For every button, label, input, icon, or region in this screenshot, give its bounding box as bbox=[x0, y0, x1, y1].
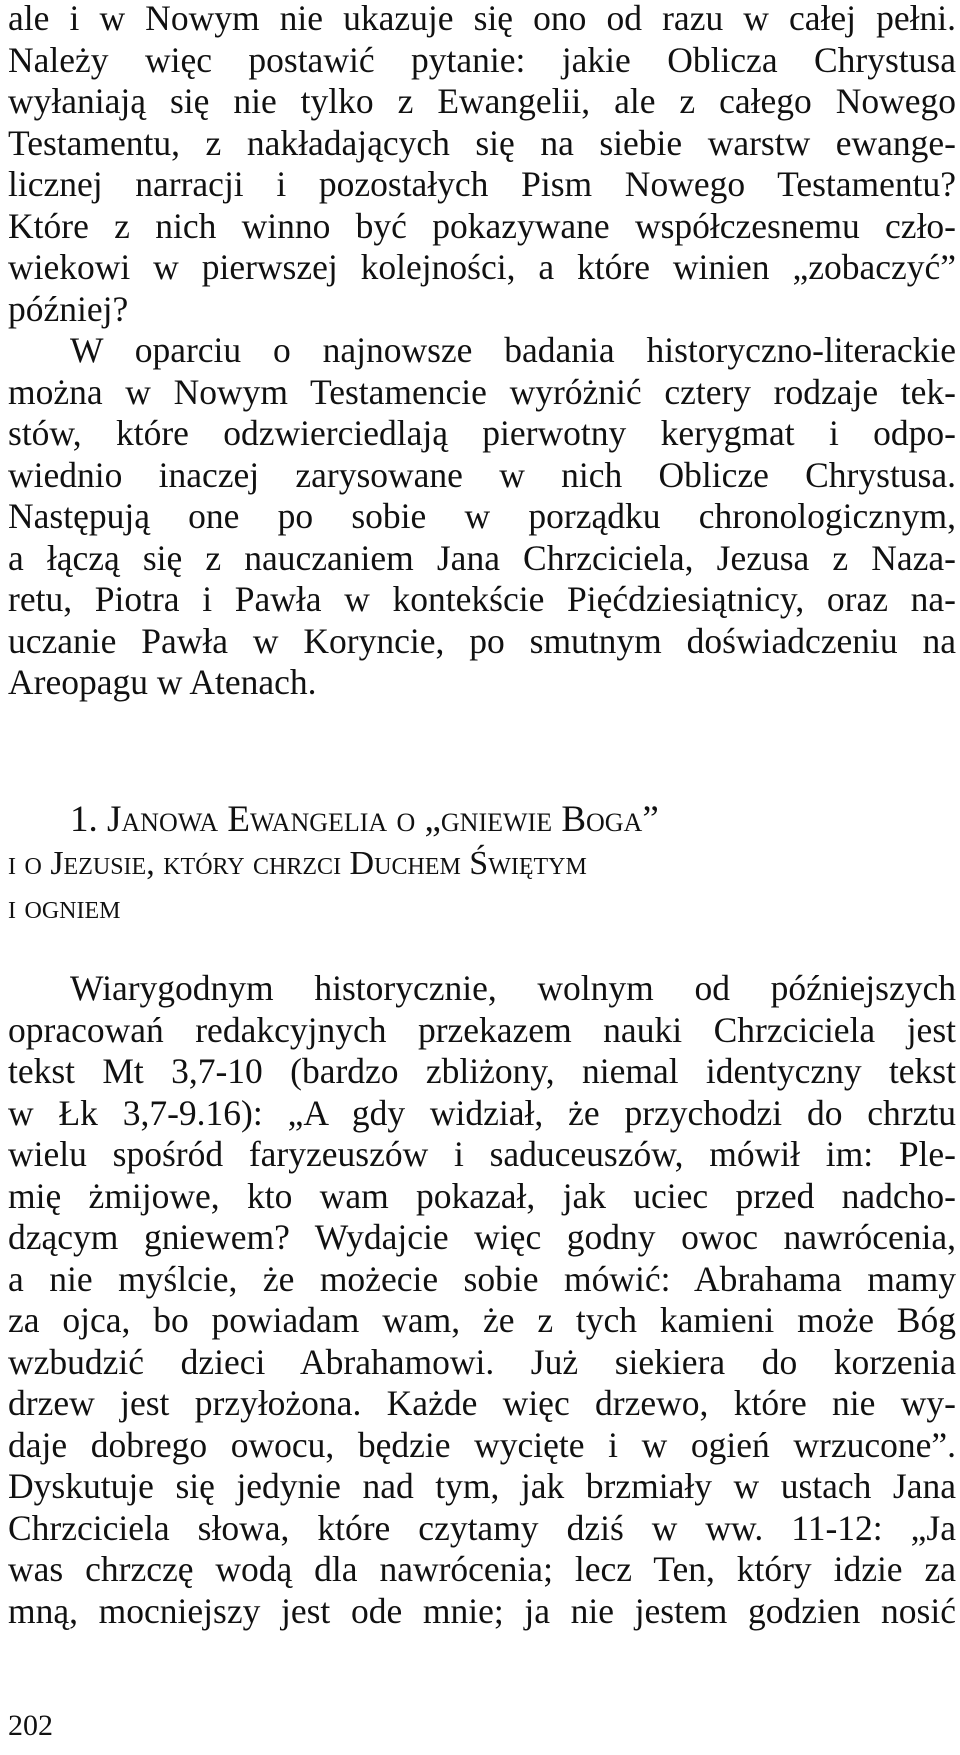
text-line: wiednio inaczej zarysowane w nich Oblicze Chrystusa. bbox=[8, 454, 956, 495]
text-line: Testamentu, z nakładających się na siebie warstw ewange- bbox=[8, 122, 956, 163]
text-line: licznej narracji i pozostałych Pism Nowego Testamentu? bbox=[8, 164, 956, 204]
text-line: w Łk 3,7-9.16): „A gdy widział, że przychodzi do chrztu bbox=[8, 1092, 956, 1133]
text-line: uczanie Pawła w Koryncie, po smutnym doświadczeniu na bbox=[8, 620, 956, 661]
text-line: a nie myślcie, że możecie sobie mówić: Abrahama mamy bbox=[8, 1258, 956, 1299]
heading-line: i o Jezusie, który chrzci Duchem Świętym bbox=[8, 845, 587, 882]
text-line: można w Nowym Testamencie wyróżnić cztery rodzaje tek- bbox=[8, 371, 956, 412]
text-line: was chrzczę wodą dla nawrócenia; lecz Ten, który idzie za bbox=[8, 1549, 956, 1589]
text-line: a łączą się z nauczaniem Jana Chrzciciela, Jezusa z Naza- bbox=[8, 537, 956, 578]
page-number: 202 bbox=[8, 1709, 53, 1742]
text-line: Chrzciciela słowa, które czytamy dziś w ww. 11-12: „Ja bbox=[8, 1507, 956, 1548]
text-line: wyłaniają się nie tylko z Ewangelii, ale z całego Nowego bbox=[8, 81, 956, 121]
heading-line: 1. Janowa Ewangelia o „gniewie Boga” bbox=[70, 799, 659, 840]
text-line: Które z nich winno być pokazywane współczesnemu czło- bbox=[8, 205, 956, 246]
text-line: wiekowi w pierwszej kolejności, a które winien „zobaczyć” bbox=[8, 247, 956, 287]
text-line: drzew jest przyłożona. Każde więc drzewo, które nie wy- bbox=[8, 1383, 956, 1423]
text-line: mię żmijowe, kto wam pokazał, jak uciec przed nadcho- bbox=[8, 1175, 956, 1216]
text-line: wielu spośród faryzeuszów i saduceuszów, mówił im: Ple- bbox=[8, 1134, 956, 1174]
text-line: daje dobrego owocu, będzie wycięte i w ogień wrzucone”. bbox=[8, 1424, 956, 1465]
text-block-top bbox=[8, 0, 956, 704]
text-line: retu, Piotra i Pawła w kontekście Pięćdziesiątnicy, oraz na- bbox=[8, 579, 956, 619]
text-line: tekst Mt 3,7-10 (bardzo zbliżony, niemal identyczny tekst bbox=[8, 1051, 956, 1091]
text-line: Wiarygodnym historycznie, wolnym od późniejszych bbox=[70, 968, 956, 1008]
text-line: Areopagu w Atenach. bbox=[8, 662, 317, 702]
text-line: dzącym gniewem? Wydajcie więc godny owoc nawrócenia, bbox=[8, 1217, 956, 1257]
text-line: mną, mocniejszy jest ode mnie; ja nie jestem godzien nosić bbox=[8, 1590, 956, 1631]
heading-line: i ogniem bbox=[8, 889, 121, 926]
text-line: opracowań redakcyjnych przekazem nauki Chrzciciela jest bbox=[8, 1009, 956, 1050]
text-line: wzbudzić dzieci Abrahamowi. Już siekiera do korzenia bbox=[8, 1341, 956, 1382]
text-block-bottom bbox=[8, 968, 956, 1632]
text-line: za ojca, bo powiadam wam, że z tych kamieni może Bóg bbox=[8, 1300, 956, 1340]
section-heading bbox=[8, 798, 956, 930]
text-line: W oparciu o najnowsze badania historyczno-literackie bbox=[70, 330, 956, 370]
book-page bbox=[8, 0, 956, 1755]
text-line: stów, które odzwierciedlają pierwotny kerygmat i odpo- bbox=[8, 413, 956, 453]
text-line: Należy więc postawić pytanie: jakie Oblicza Chrystusa bbox=[8, 39, 956, 80]
text-line: Dyskutuje się jedynie nad tym, jak brzmiały w ustach Jana bbox=[8, 1466, 956, 1506]
text-line: Następują one po sobie w porządku chronologicznym, bbox=[8, 496, 956, 536]
text-line: później? bbox=[8, 288, 129, 329]
text-line: ale i w Nowym nie ukazuje się ono od razu w całej pełni. bbox=[8, 0, 956, 38]
